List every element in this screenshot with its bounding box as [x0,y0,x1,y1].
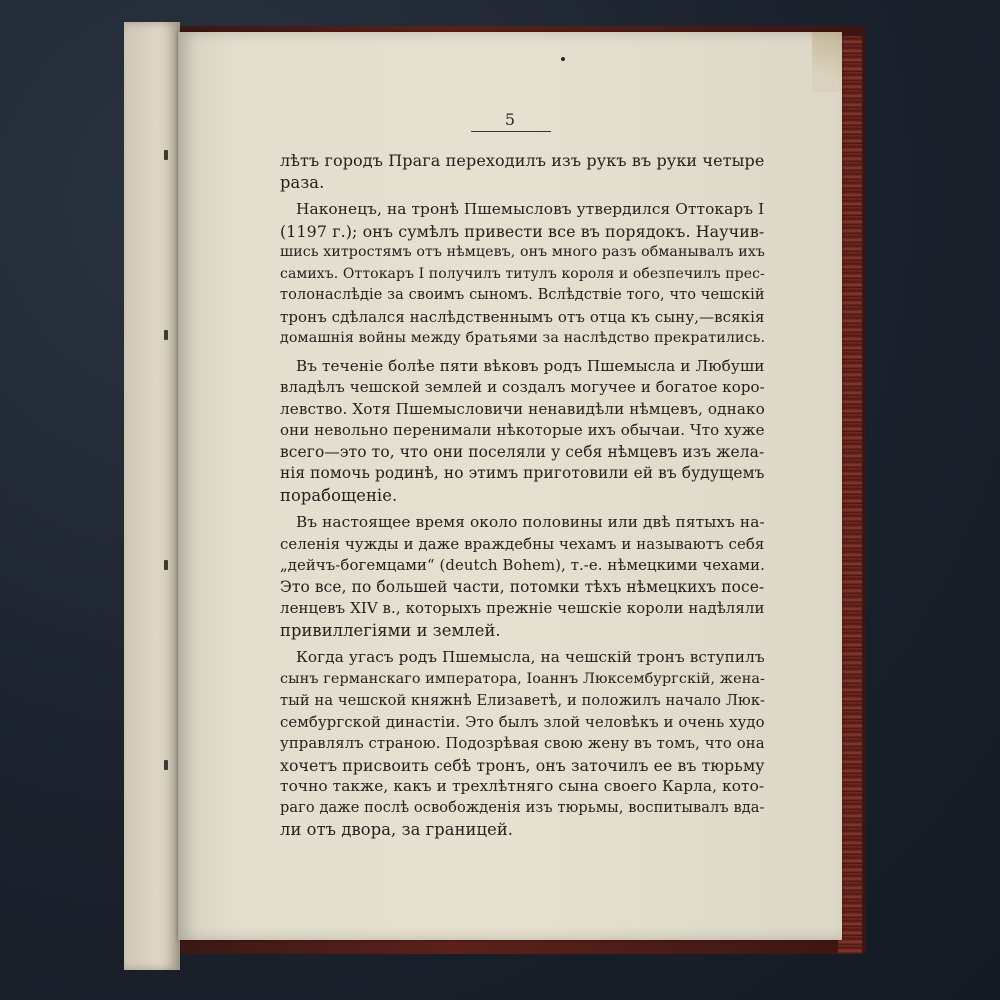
binding-stitch [164,330,168,340]
text-line: ли отъ двора, за границей. [280,820,514,839]
text-line: тронъ сдѣлался наслѣдственнымъ отъ отца къ сыну,—всякія [280,307,765,326]
text-line: домашнія войны между братьями за наслѣдство прекратились. [280,330,766,346]
worn-page-corner [812,32,842,92]
text-line: ленцевъ XIV в., которыхъ прежніе чешскіе короли надѣляли [280,599,765,617]
text-line: левство. Хотя Пшемысловичи ненавидѣли нѣмцевъ, однако [280,399,765,418]
text-line: раза. [280,172,325,192]
text-line: тый на чешской княжнѣ Елизаветѣ, и положилъ начало Люк- [280,692,766,709]
text-line: Это все, по большей части, потомки тѣхъ нѣмецкихъ посе- [280,577,765,596]
text-line: селенія чужды и даже враждебны чехамъ и называютъ себя [280,534,765,553]
text-line: Въ теченіе болѣе пяти вѣковъ родъ Пшемысла и Любуши [296,356,765,375]
text-line: лѣтъ городъ Прага переходилъ изъ рукъ въ руки четыре [280,151,765,170]
binding-stitch [164,560,168,570]
text-line: хочетъ присвоить себѣ тронъ, онъ заточилъ ее въ тюрьму [280,755,765,775]
text-line: всего—это то, что они поселяли у себя нѣмцевъ изъ жела- [280,442,765,461]
text-line: Когда угасъ родъ Пшемысла, на чешскій тронъ вступилъ [296,648,765,666]
page-body-text [280,150,764,841]
book-page [178,32,842,940]
text-line: (1197 г.); онъ сумѣлъ привести все въ порядокъ. Научив- [280,221,765,241]
text-line: раго даже послѣ освобожденія изъ тюрьмы, воспитывалъ вда- [280,799,765,816]
page-number-rule [471,131,551,132]
text-line: Наконецъ, на тронѣ Пшемысловъ утвердился Оттокаръ I [296,200,765,218]
text-line: точно также, какъ и трехлѣтняго сына своего Карла, кото- [280,777,765,795]
text-line: сембургской династіи. Это былъ злой человѣкъ и очень худо [280,713,765,731]
text-line: порабощеніе. [280,485,398,505]
text-line: шись хитростямъ отъ нѣмцевъ, онъ много разъ обманывалъ ихъ [280,244,766,260]
page-number: 5 [504,110,516,129]
text-line: управлялъ страною. Подозрѣвая свою жену въ томъ, что она [280,735,765,752]
text-line: привиллегіями и землей. [280,620,501,640]
ink-dot [561,57,565,61]
text-line: Въ настоящее время около половины или двѣ пятыхъ на- [296,513,765,531]
text-line: „дейчъ-богемцами“ (deutch Bohem), т.-е. нѣмецкими чехами. [280,557,765,574]
text-line: нія помочь родинѣ, но этимъ приготовили ей въ будущемъ [280,464,765,482]
previous-page-edge [124,22,180,970]
text-line: сынъ германскаго императора, Іоаннъ Люксембургскій, жена- [280,670,765,687]
text-line: самихъ. Оттокаръ I получилъ титулъ короля и обезпечилъ прес- [280,265,765,282]
binding-stitch [164,760,168,770]
text-line: толонаслѣдіе за своимъ сыномъ. Вслѣдствіе того, что чешскій [280,287,765,303]
binding-stitch [164,150,168,160]
text-line: они невольно перенимали нѣкоторые ихъ обычаи. Что хуже [280,421,765,439]
text-line: владѣлъ чешской землей и создалъ могучее и богатое коро- [280,378,765,396]
